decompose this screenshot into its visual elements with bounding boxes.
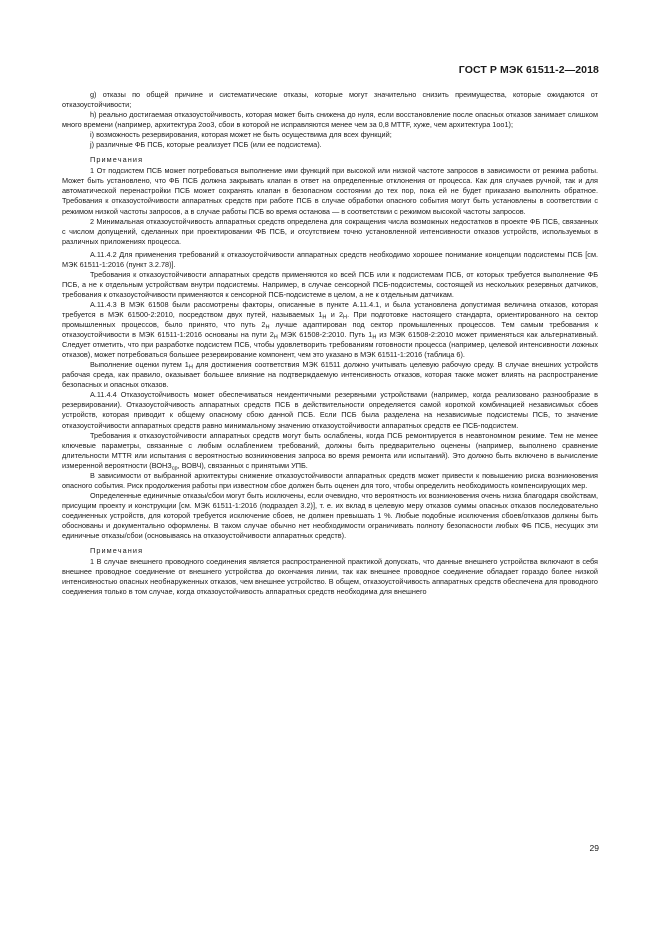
- paragraph-path-1h-assessment: Выполнение оценки путем $1_H$ для достижения соответствия МЭК 61511 должно учитывать целевую рабочую среду. В случае внешних устройств рабочая среда, как правило, оказывает большее влияние на подтверждаемую интенсивность отказов, которая также может влиять на распространение безопасных и опасных отказов.: [62, 360, 598, 390]
- list-item-g: g) отказы по общей причине и систематические отказы, которые могут значительно снизить преимущества, которые ожидаются от отказоустойчивости;: [62, 90, 598, 110]
- notes-heading-2: Примечания: [90, 546, 144, 556]
- page-number: 29: [589, 843, 599, 853]
- paragraph-requirements-scope: Требования к отказоустойчивости аппаратных средств применяются ко всей ПСБ или к подсистемам ПСБ, от которых требуется выполнение ФБ ПСБ, а не к отдельным устройствам внутри подсистемы. Например, в случае сенсорной ПСБ-подсистемы, состоящей из нескольких резервных датчиков, требования к отказоустойчивости применяются к сенсорной ПСБ-подсистеме в целом, а не к отдельным датчикам.: [62, 269, 598, 299]
- list-item-j: j) различные ФБ ПСБ, которые реализует ПСБ (или ее подсистема).: [90, 140, 322, 150]
- page-header-standard-id: ГОСТ Р МЭК 61511-2—2018: [458, 64, 599, 76]
- notes-heading-1: Примечания: [90, 155, 144, 165]
- note-1-1: 1 От подсистем ПСБ может потребоваться выполнение ими функций при высокой или низкой частоте запросов в зависимости от режима работы. Может быть установлено, что ФБ ПСБ должна закрывать клапан в ответ на определенные отклонения от процесса. Как для случаев ручной, так и для автоматической перенастройки ПСБ может сохранять клапан в безопасном состоянии до тех пор, пока ей не будет приказано выполнить обратное. Требования к отказоустойчивости аппаратных средств при работе ПСБ в случае обработки опасного события могут быть установлены в соответствии с режимом низкой частоты запросов, а в случае работы ПСБ во время останова — в соответствии с режимом высокой частоты запросов.: [62, 166, 598, 216]
- paragraph-relaxed-requirements: Требования к отказоустойчивости аппаратных средств могут быть ослаблены, когда ПСБ ремонтируется в неавтономном режиме. Тем не менее ключевые параметры, связанные с любым ослаблением требований, должны быть предварительно оценены (например, выполнено сравнение длительности MTTR или испытания с вероятностью возникновения запроса во время ремонта или испытаний). Это должно быть включено в вычисление измеренной вероятности ($ВОНЗ_{ср}$, ВОВЧ), связанных с принятыми УПБ.: [62, 430, 598, 472]
- paragraph-a-11-4-2: А.11.4.2 Для применения требований к отказоустойчивости аппаратных средств необходимо хорошее понимание концепции подсистемы ПСБ [см. МЭК 61511-1:2016 (пункт 3.2.78)].: [62, 249, 598, 269]
- note-2-1: 1 В случае внешнего проводного соединения является распространенной практикой допускать, что данные внешнего устройства включают в себя внешнее проводное соединение от внешнего устройства до окончания линии, так как внешнее проводное соединение обладает гораздо более низкой интенсивностью опасных необнаруженных отказов, чем внешнее устройство. В общем, отказоустойчивость аппаратных средств обеспечена для проводного соединения только в том случае, когда отказоустойчивость аппаратных средств необходима для внешнего: [62, 557, 598, 597]
- paragraph-single-failures: Определенные единичные отказы/сбои могут быть исключены, если очевидно, что вероятность их возникновения очень низка благодаря свойствам, присущим проекту и конструкции [см. МЭК 61511-1:2016 (подраздел 3.2)], т. е. их вклад в целевую меру отказов суммы опасных отказов последовательно соединенных устройств, для которой требуется исключение сбоев, не должен превышать 1 %. Любые подобные исключения сбоев/отказов должны быть обоснованы и документально оформлены. В таком случае обычно нет необходимости ограничивать полноту безопасности любых ФБ ПСБ, несущих эти единичные отказы/сбои (основываясь на отказоустойчивости аппаратных средств).: [62, 490, 598, 541]
- paragraph-a-11-4-3: А.11.4.3 В МЭК 61508 были рассмотрены факторы, описанные в пункте А.11.4.1, и была установлена допустимая величина отказов, которая требуется в МЭК 61500-2:2010, посредством двух путей, называемых $1_H$ и $2_H$. При подготовке настоящего стандарта, ориентированного на сектор промышленных процессов, было принято, что путь $2_H$ лучше адаптирован под сектор промышленных процессов. Тем самым требования к отказоустойчивости в МЭК 61511-1:2016 основаны на пути $2_H$ МЭК 61508-2:2010. Путь $1_H$ из МЭК 61508-2:2010 может применяться как альтернативный. Следует отметить, что при разработке подсистем ПСБ, чтобы удовлетворить требованиям готовности процесса (например, целевой интенсивности ложных отказов), может потребоваться большее резервирование компонент, чем это указано в МЭК 61511-1:2016 (таблица 6).: [62, 299, 598, 360]
- note-1-2: 2 Минимальная отказоустойчивость аппаратных средств определена для сокращения числа возможных недостатков в проекте ФБ ПСБ, связанных с числом допущений, сделанных при проектировании ФБ ПСБ, и отсутствием точно установленной интенсивности отказов устройств, используемых в различных приложениях процесса.: [62, 216, 598, 246]
- paragraph-architecture-risk: В зависимости от выбранной архитектуры снижение отказоустойчивости аппаратных средств может привести к повышению риска возникновения опасного события. Риск продолжения работы при известном сбое должен быть оценен для того, чтобы определить необходимость компенсирующих мер.: [62, 470, 598, 490]
- list-item-i: i) возможность резервирования, которая может не быть осуществима для всех функций;: [90, 130, 392, 140]
- document-body: [62, 90, 598, 597]
- paragraph-a-11-4-4: А.11.4.4 Отказоустойчивость может обеспечиваться неидентичными резервными устройствами (например, когда реализовано разнообразие в резервировании). Отказоустойчивость аппаратных средств ПСБ в действительности определяется самой короткой комбинацией независимых сбоев устройств, которая приводит к общему опасному сбою данной ПСБ. Если ПСБ была разделена на независимые подсистемы ПСБ, то значение отказоустойчивости аппаратных средств равно минимальному значению отказоустойчивости аппаратных средств ее ПСБ-подсистем.: [62, 390, 598, 430]
- list-item-h: h) реально достигаемая отказоустойчивость, которая может быть снижена до нуля, если восстановление после опасных отказов занимает слишком много времени (например, архитектура 2оо3, сбои в которой не исправляются менее чем за 0,8 MTTF, хуже, чем архитектура 1оо1);: [62, 110, 598, 130]
